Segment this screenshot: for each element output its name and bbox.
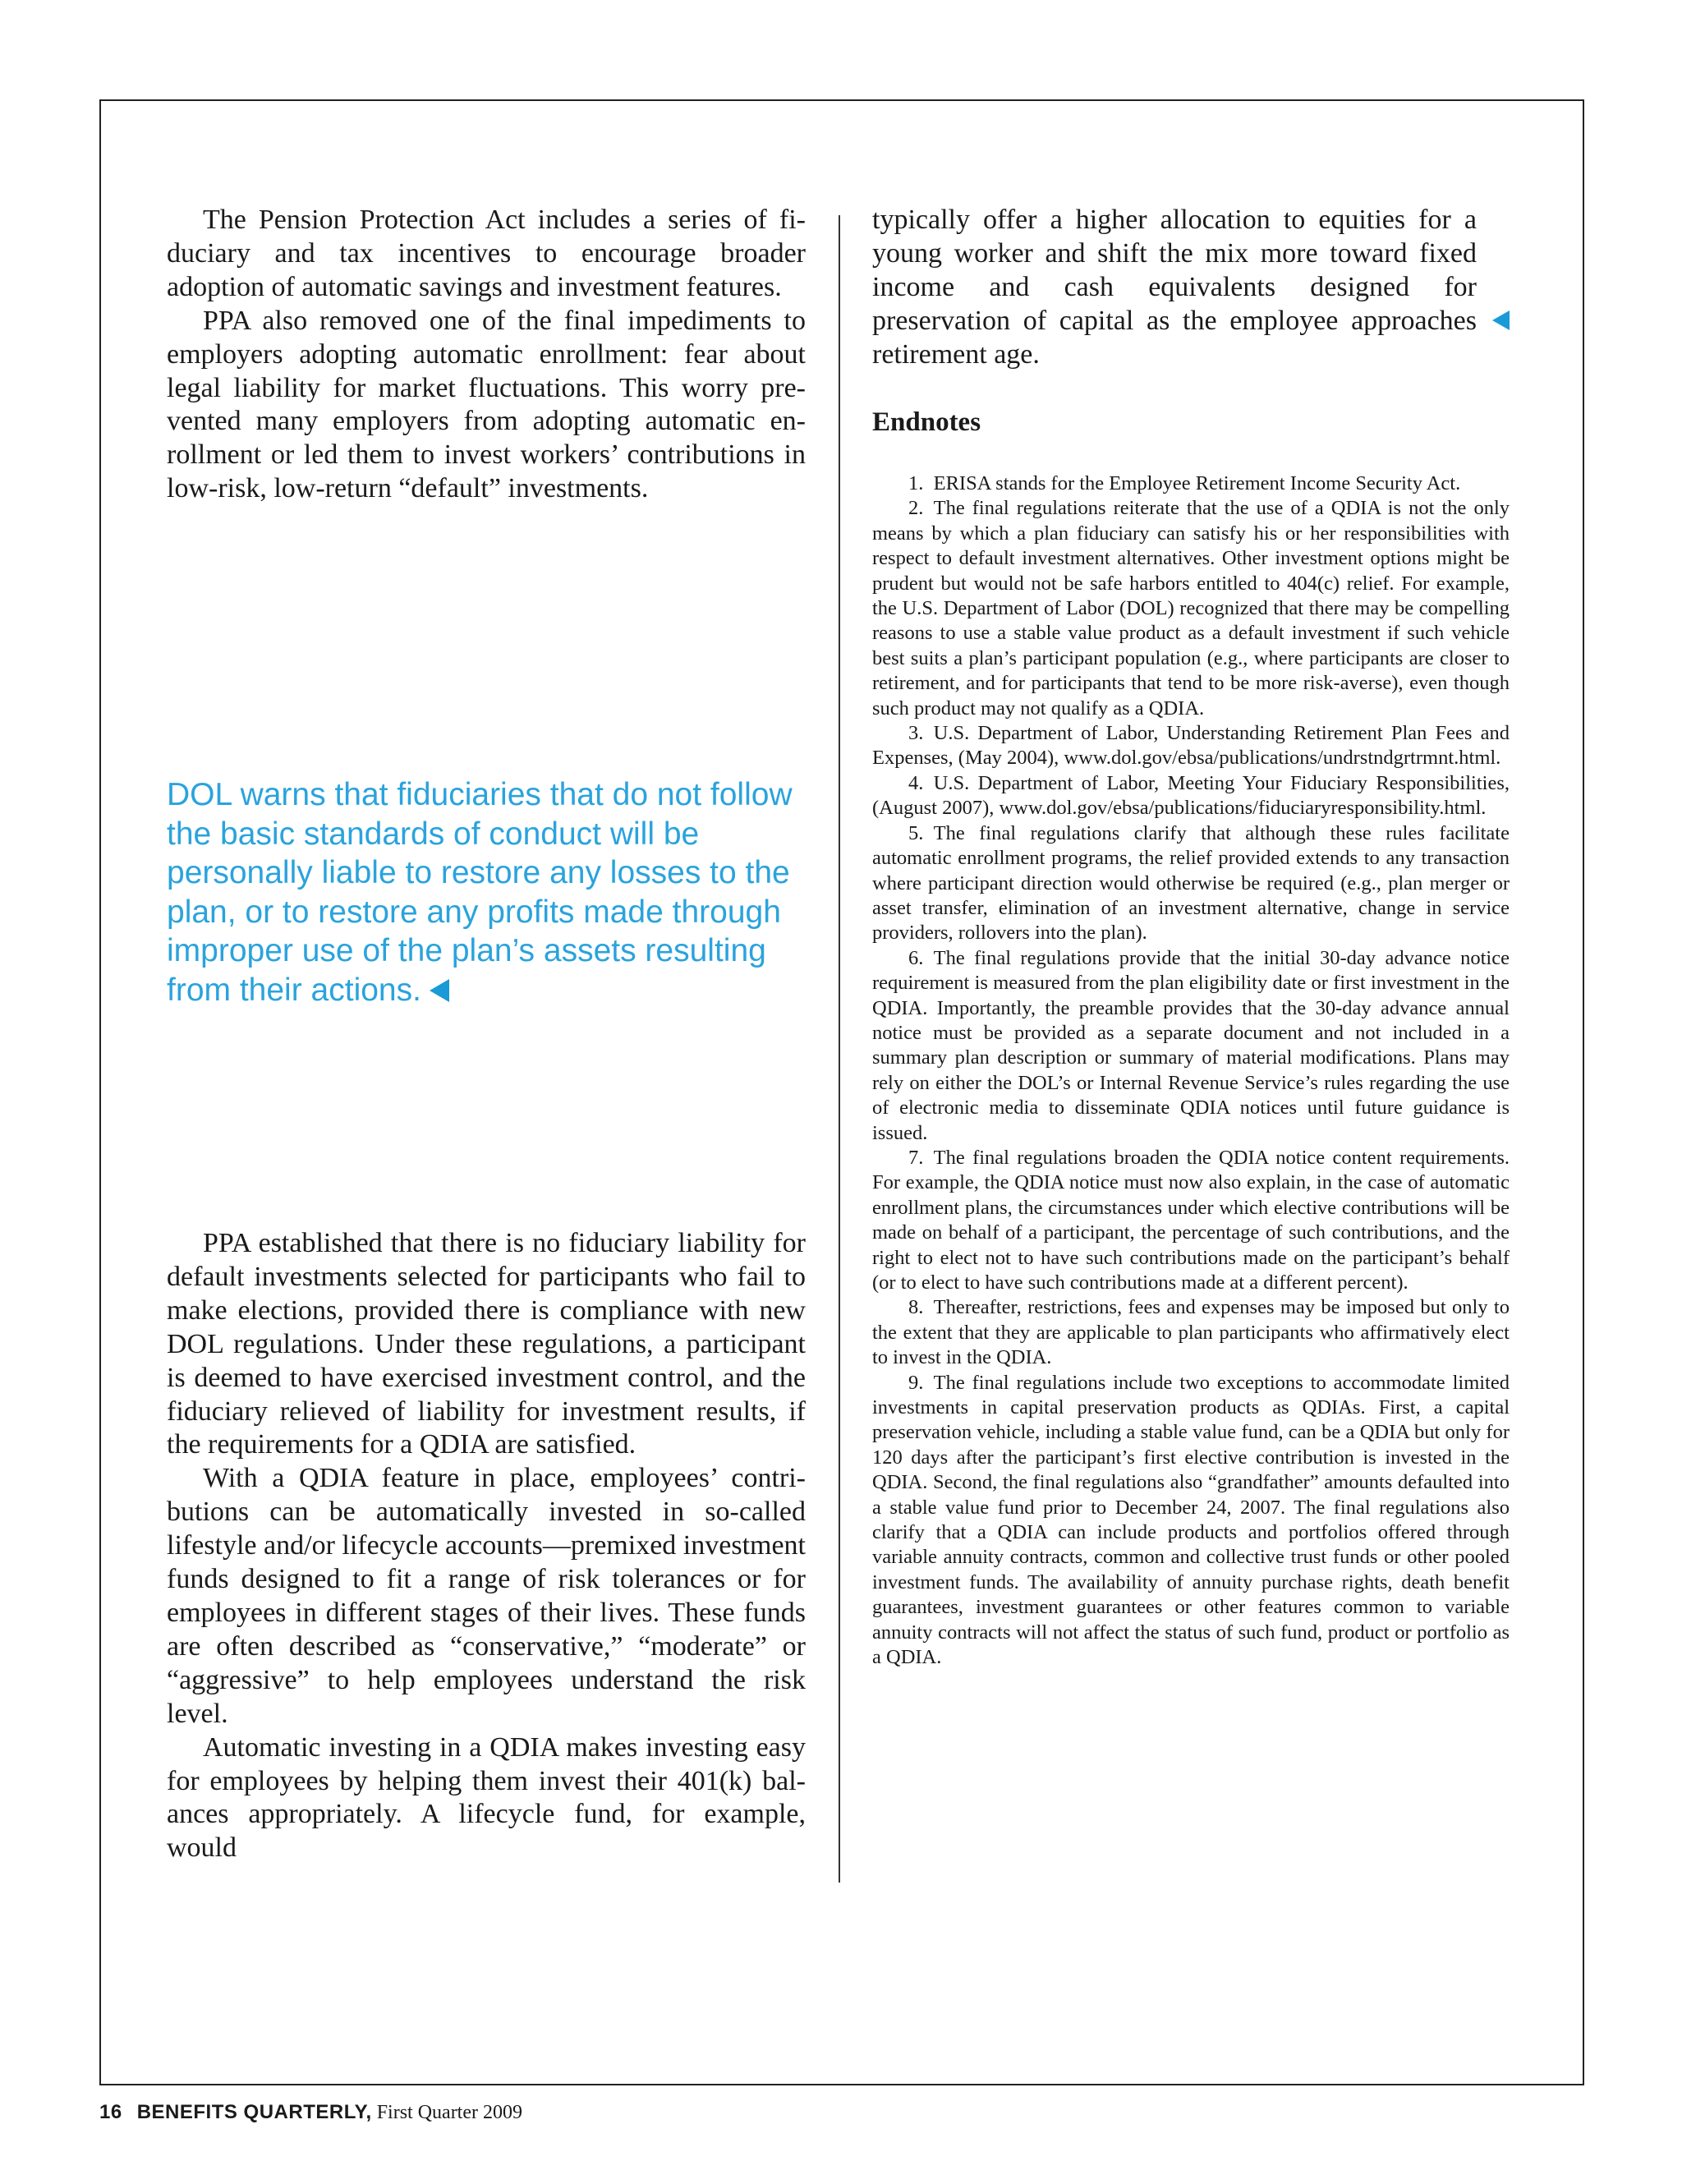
- column-divider: [839, 215, 840, 1883]
- page-footer: [99, 2101, 522, 2124]
- issue-date: First Quarter 2009: [376, 2102, 522, 2123]
- endnote-9: 9. The final regulations include two exceptions to accommodate limited investments in capital preservation products as QDIAs. First, a capital preservation vehicle, including a stable value fund, can be a QDIA but only for 120 days after the participant’s first elective contribution is invested in the QDIA. Second, the final regulations also “grandfather” amounts defaulted into a stable value fund prior to December 24, 2007. The final regulations also clarify that a QDIA can include products and portfolios offered through variable annuity contracts, common and collective trust funds or other pooled investment funds. The availability of annuity purchase rights, death benefit guarantees, investment guarantees or other features common to variable annuity contracts will not affect the status of such fund, product or portfolio as a QDIA.: [872, 1371, 1510, 1669]
- continued-text-block: [872, 204, 1510, 372]
- publication-name: BENEFITS QUARTERLY,: [136, 2101, 372, 2123]
- article-end-icon: [1492, 310, 1510, 334]
- endnotes-list: [872, 471, 1510, 1671]
- left-column: [167, 204, 806, 506]
- endnotes-heading: Endnotes: [872, 407, 981, 437]
- qdia-feature-paragraph: With a QDIA feature in place, employees’ contributions can be automatically invested in so-called lifestyle and/or lifecycle accounts—premixed investment funds designed to fit a range of risk tolerances or for employees in different stages of their lives. These funds are often described as “conservative,” “moderate” or “aggressive” to help employees understand the risk level.: [167, 1463, 806, 1729]
- endnote-2: 2. The final regulations reiterate that the use of a QDIA is not the only means by which a plan fiduciary can satisfy his or her responsibilities with respect to default investment alternatives. Other investment options might be prudent but would not be safe harbors entitled to 404(c) relief. For example, the U.S. Department of Labor (DOL) recognized that there may be compelling reasons to use a stable value product as a default investment if such vehicle best suits a plan’s participant population (e.g., where participants are closer to retirement, and for participants that tend to be more risk-averse), even though such product may not qualify as a QDIA.: [872, 497, 1510, 720]
- endnote-7: 7. The final regulations broaden the QDIA notice content requirements. For example, the QDIA notice must now also explain, in the case of automatic enrollment plans, the circumstances under which elective contributions will be made on behalf of a participant, the percentage of such contributions, and the right to elect not to have such contributions made on the participant’s behalf (or to elect to have such contributions made at a different percent).: [872, 1146, 1510, 1294]
- ppa-liability-paragraph: PPA also removed one of the final impediments to employers adopting automatic enrollment: fear about legal liability for market fluctuations. This worry prevented many employers from adopting automatic enrollment or led them to invest workers’ contributions in low-risk, low-return “default” investments.: [167, 305, 806, 504]
- pull-quote-text: DOL warns that fiduciaries that do not follow the basic standards of conduct will be personally liable to restore any losses to the plan, or to restore any profits made through improper use of the plan’s assets resulting from their actions.: [167, 777, 793, 1008]
- pull-quote: [167, 775, 806, 1009]
- left-column-lower: [167, 1227, 806, 1865]
- continued-paragraph: typically offer a higher allocation to equities for a young worker and shift the mix more toward fixed income and cash equivalents designed for preservation of capital as the employee approaches retirement age.: [872, 205, 1477, 370]
- endnote-3: 3. U.S. Department of Labor, Understanding Retirement Plan Fees and Expenses, (May 2004), www.dol.gov/ebsa/publications/undrstndgrtrmnt.html.: [872, 722, 1510, 770]
- endnote-5: 5. The final regulations clarify that although these rules facilitate automatic enrollment programs, the relief provided extends to any transaction where participant direction would otherwise be required (e.g., plan merger or asset transfer, elimination of an investment alternative, change in service providers, rollovers into the plan).: [872, 821, 1510, 945]
- end-marker-icon: [430, 979, 449, 1002]
- intro-paragraph: The Pension Protection Act includes a series of fiduciary and tax incentives to encourage broader adoption of automatic savings and investment features.: [167, 205, 806, 302]
- page-number: 16: [99, 2101, 122, 2123]
- automatic-investing-paragraph: Automatic investing in a QDIA makes investing easy for employees by helping them invest their 401(k) balances appropriately. A lifecycle fund, for example, would: [167, 1731, 806, 1864]
- endnote-8: 8. Thereafter, restrictions, fees and expenses may be imposed but only to the extent that they are applicable to plan participants who affirmatively elect to invest in the QDIA.: [872, 1296, 1510, 1369]
- right-column: [872, 204, 1510, 1669]
- endnote-1: 1. ERISA stands for the Employee Retirement Income Security Act.: [908, 472, 1461, 494]
- ppa-established-paragraph: PPA established that there is no fiduciary liability for default investments selected for participants who fail to make elections, provided there is compliance with new DOL regulations. Under these regulations, a participant is deemed to have exercised investment control, and the fiduciary relieved of liability for investment results, if the requirements for a QDIA are satisfied.: [167, 1228, 806, 1460]
- endnote-4: 4. U.S. Department of Labor, Meeting Your Fiduciary Responsibilities, (August 2007), www.dol.gov/ebsa/publications/fiduciaryresponsibility.html.: [872, 771, 1510, 820]
- endnote-6: 6. The final regulations provide that the initial 30-day advance notice requirement is measured from the plan eligibility date or first investment in the QDIA. Importantly, the preamble provides that the 30-day advance annual notice must be provided as a separate document and not included in a summary plan description or summary of material modifications. Plans may rely on either the DOL’s or Internal Revenue Service’s rules regarding the use of electronic media to disseminate QDIA notices until future guidance is issued.: [872, 946, 1510, 1144]
